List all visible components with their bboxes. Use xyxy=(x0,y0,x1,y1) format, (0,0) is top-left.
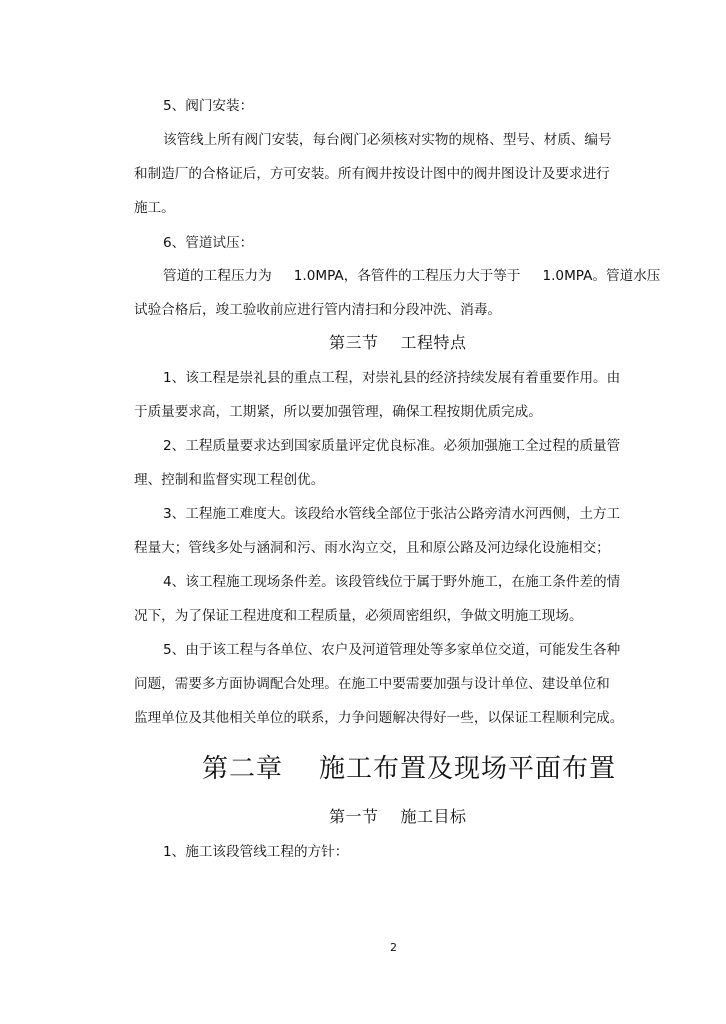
paragraph-line: 2、工程质量要求达到国家质量评定优良标准。必须加强施工全过程的质量管 xyxy=(163,438,621,454)
text-segment: 管道的工程压力为 xyxy=(163,268,272,284)
paragraph-line: 1、施工该段管线工程的方针： xyxy=(163,844,349,860)
page-number: 2 xyxy=(390,941,397,954)
section-title: 工程特点 xyxy=(400,333,467,352)
section-heading xyxy=(329,806,467,828)
paragraph-line xyxy=(163,266,660,286)
paragraph-line: 于质量要求高，工期紧，所以要加强管理，确保工程按期优质完成。 xyxy=(134,404,542,420)
paragraph-line: 4、该工程施工现场条件差。该段管线位于属于野外施工，在施工条件差的情 xyxy=(163,574,621,590)
pressure-test-heading: 6、管道试压： xyxy=(163,235,254,251)
paragraph-line: 试验合格后，竣工验收前应进行管内清扫和分段冲洗、消毒。 xyxy=(134,302,502,318)
valve-install-heading: 5、阀门安装： xyxy=(163,98,254,114)
chapter-number: 第二章 xyxy=(202,754,284,784)
section-title: 施工目标 xyxy=(400,807,467,826)
paragraph-line: 3、工程施工难度大。该段给水管线全部位于张沽公路旁清水河西侧，土方工 xyxy=(163,506,621,522)
paragraph-line: 监理单位及其他相关单位的联系，力争问题解决得好一些，以保证工程顺利完成。 xyxy=(134,710,624,726)
text-segment: 1.0MPA。管道水压 xyxy=(542,268,661,284)
paragraph-line: 该管线上所有阀门安装，每台阀门必须核对实物的规格、型号、材质、编号 xyxy=(163,132,612,148)
section-number: 第三节 xyxy=(329,333,379,352)
paragraph-line: 问题，需要多方面协调配合处理。在施工中要需要加强与设计单位、建设单位和 xyxy=(134,676,610,692)
section-heading xyxy=(329,332,467,354)
section-number: 第一节 xyxy=(329,807,379,826)
paragraph-line: 施工。 xyxy=(134,200,175,216)
paragraph-line: 程量大；管线多处与涵洞和污、雨水沟立交，且和原公路及河边绿化设施相交； xyxy=(134,540,610,556)
paragraph-line: 1、该工程是崇礼县的重点工程，对崇礼县的经济持续发展有着重要作用。由 xyxy=(163,370,621,386)
paragraph-line: 况下，为了保证工程进度和工程质量，必须周密组织，争做文明施工现场。 xyxy=(134,608,583,624)
paragraph-line: 5、由于该工程与各单位、农户及河道管理处等多家单位交道，可能发生各种 xyxy=(163,642,621,658)
chapter-heading xyxy=(202,752,616,786)
paragraph-line: 和制造厂的合格证后，方可安装。所有阀井按设计图中的阀井图设计及要求进行 xyxy=(134,166,610,182)
chapter-title: 施工布置及现场平面布置 xyxy=(319,754,617,784)
text-segment: 1.0MPA，各管件的工程压力大于等于 xyxy=(293,268,521,284)
paragraph-line: 理、控制和监督实现工程创优。 xyxy=(134,472,325,488)
